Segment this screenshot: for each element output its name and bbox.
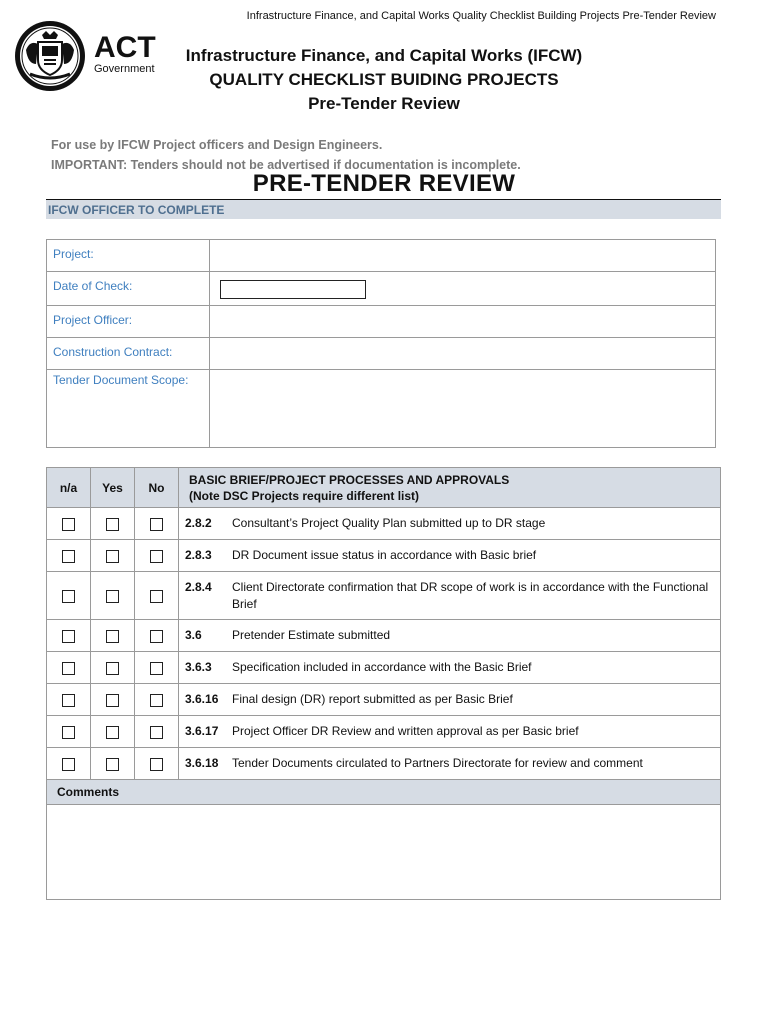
- checklist-header-row: [47, 468, 721, 508]
- logo-brand-text: ACT: [94, 31, 156, 64]
- item-number: 2.8.3: [185, 548, 212, 562]
- na-checkbox[interactable]: [62, 726, 75, 739]
- act-coat-of-arms-icon: [15, 21, 85, 91]
- item-text: Specification included in accordance with the Basic Brief: [232, 660, 532, 674]
- no-checkbox[interactable]: [150, 550, 163, 563]
- date-of-check-field[interactable]: [220, 280, 366, 299]
- no-checkbox[interactable]: [150, 758, 163, 771]
- intro-text: [51, 135, 521, 175]
- tender-scope-label: Tender Document Scope:: [47, 370, 210, 448]
- intro-line-2: IMPORTANT: Tenders should not be advertised if documentation is incomplete.: [51, 158, 521, 172]
- officer-row-contract: [47, 338, 716, 370]
- project-field[interactable]: [210, 240, 716, 272]
- checklist-row: [47, 684, 721, 716]
- yes-checkbox[interactable]: [106, 726, 119, 739]
- item-text: DR Document issue status in accordance with Basic brief: [232, 548, 537, 562]
- yes-checkbox[interactable]: [106, 758, 119, 771]
- project-officer-label: Project Officer:: [47, 306, 210, 338]
- project-label: Project:: [47, 240, 210, 272]
- no-checkbox[interactable]: [150, 694, 163, 707]
- page-heading: PRE-TENDER REVIEW: [252, 170, 516, 197]
- section-bar: [46, 199, 721, 219]
- no-checkbox[interactable]: [150, 662, 163, 675]
- document-title: [160, 44, 608, 116]
- comments-row: [47, 805, 721, 900]
- item-number: 3.6: [185, 628, 202, 642]
- yes-checkbox[interactable]: [106, 662, 119, 675]
- checklist-row: [47, 540, 721, 572]
- col-no-header: No: [135, 468, 179, 508]
- na-checkbox[interactable]: [62, 694, 75, 707]
- checklist-row: [47, 572, 721, 620]
- yes-checkbox[interactable]: [106, 630, 119, 643]
- title-line-2: QUALITY CHECKLIST BUIDING PROJECTS: [209, 70, 559, 89]
- na-checkbox[interactable]: [62, 590, 75, 603]
- date-of-check-label: Date of Check:: [47, 272, 210, 306]
- project-officer-field[interactable]: [210, 306, 716, 338]
- checklist-header-line-2: (Note DSC Projects require different list): [189, 488, 420, 503]
- intro-line-1: For use by IFCW Project officers and Design Engineers.: [51, 138, 383, 152]
- officer-details-table: [46, 239, 716, 448]
- checklist-row: [47, 508, 721, 540]
- construction-contract-label: Construction Contract:: [47, 338, 210, 370]
- checklist-row: [47, 716, 721, 748]
- item-number: 3.6.16: [185, 692, 219, 706]
- no-checkbox[interactable]: [150, 726, 163, 739]
- officer-row-date: [47, 272, 716, 306]
- section-title: IFCW OFFICER TO COMPLETE: [48, 203, 225, 217]
- item-text: Final design (DR) report submitted as per Basic Brief: [232, 692, 513, 706]
- comments-label: Comments: [47, 780, 721, 805]
- checklist-table: [46, 467, 721, 900]
- item-text: Consultant’s Project Quality Plan submitted up to DR stage: [232, 516, 546, 530]
- construction-contract-field[interactable]: [210, 338, 716, 370]
- title-line-1: Infrastructure Finance, and Capital Works (IFCW): [185, 46, 583, 65]
- no-checkbox[interactable]: [150, 630, 163, 643]
- checklist-row: [47, 748, 721, 780]
- item-text: Project Officer DR Review and written approval as per Basic brief: [232, 724, 579, 738]
- date-of-check-cell: [210, 272, 716, 306]
- item-text: Pretender Estimate submitted: [232, 628, 391, 642]
- yes-checkbox[interactable]: [106, 518, 119, 531]
- comments-field[interactable]: [47, 805, 721, 900]
- yes-checkbox[interactable]: [106, 590, 119, 603]
- na-checkbox[interactable]: [62, 630, 75, 643]
- logo-subtitle-text: Government: [94, 63, 155, 75]
- col-yes-header: Yes: [91, 468, 135, 508]
- no-checkbox[interactable]: [150, 518, 163, 531]
- comments-header-row: [47, 780, 721, 805]
- na-checkbox[interactable]: [62, 518, 75, 531]
- act-government-logo: [12, 20, 172, 92]
- item-number: 3.6.18: [185, 756, 219, 770]
- running-header: Infrastructure Finance, and Capital Works Quality Checklist Building Projects Pre-Tender Review: [246, 10, 716, 22]
- officer-row-project: [47, 240, 716, 272]
- officer-row-scope: [47, 370, 716, 448]
- checklist-row: [47, 620, 721, 652]
- item-number: 3.6.17: [185, 724, 219, 738]
- yes-checkbox[interactable]: [106, 694, 119, 707]
- item-text: Tender Documents circulated to Partners Directorate for review and comment: [232, 756, 643, 770]
- item-number: 2.8.2: [185, 516, 212, 530]
- checklist-header-line-1: BASIC BRIEF/PROJECT PROCESSES AND APPROVALS: [189, 472, 510, 487]
- na-checkbox[interactable]: [62, 550, 75, 563]
- na-checkbox[interactable]: [62, 662, 75, 675]
- col-na-header: n/a: [47, 468, 91, 508]
- no-checkbox[interactable]: [150, 590, 163, 603]
- item-number: 3.6.3: [185, 660, 212, 674]
- checklist-description-header: [179, 468, 721, 508]
- item-text: Client Directorate confirmation that DR scope of work is in accordance with the Functional Brief: [232, 579, 709, 611]
- yes-checkbox[interactable]: [106, 550, 119, 563]
- tender-scope-field[interactable]: [210, 370, 716, 448]
- na-checkbox[interactable]: [62, 758, 75, 771]
- officer-row-project-officer: [47, 306, 716, 338]
- title-line-3: Pre-Tender Review: [308, 94, 460, 113]
- checklist-row: [47, 652, 721, 684]
- item-number: 2.8.4: [185, 579, 212, 594]
